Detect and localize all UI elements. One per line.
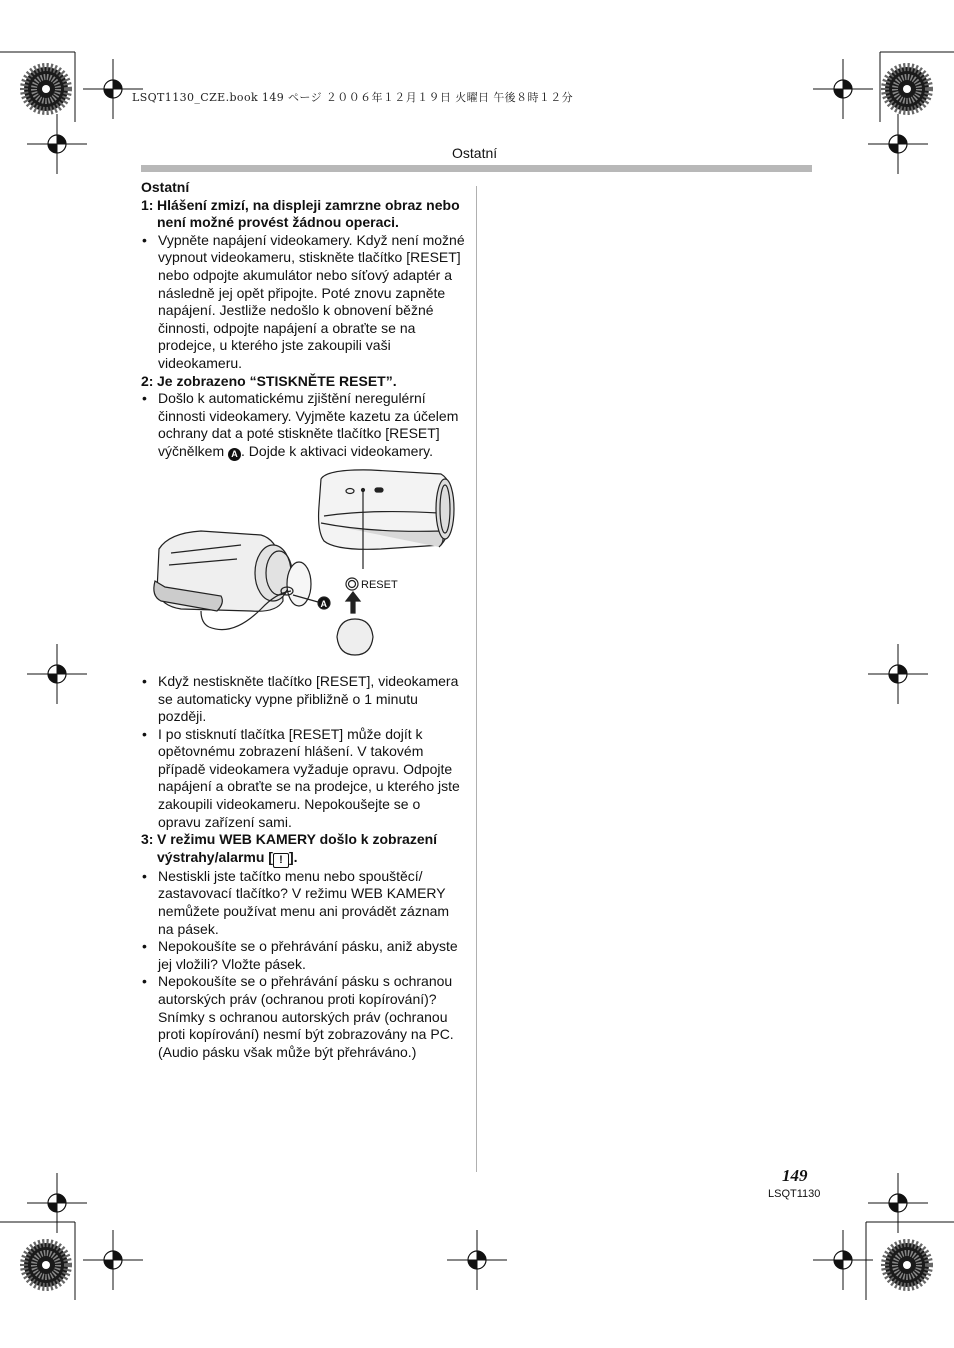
- section-title: Ostatní: [141, 179, 190, 195]
- item-3-number: 3:: [141, 831, 154, 848]
- marker-a-icon: A: [228, 448, 241, 461]
- bullet-icon: •: [142, 390, 147, 407]
- item-2-bullet-3: I po stisknutí tlačítka [RESET] může dojít k opětovnému zobrazení hlášení. V takovém případě videokamera vyžaduje opravu. Odpojte napájení a obraťte se na prodejce, u kterého jste zakoupili videokameru. Nepokoušejte se o opravu zařízení sami.: [158, 725, 460, 830]
- item-3-title-text-b: ].: [288, 848, 298, 865]
- warning-icon: !: [273, 853, 289, 868]
- item-1-title: Hlášení zmizí, na displeji zamrzne obraz nebo není možné provést žádnou operaci.: [157, 196, 460, 231]
- header-title: Ostatní: [452, 145, 498, 161]
- item-3-bullet-2: Nepokoušíte se o přehrávání pásku, aniž abyste jej vložili? Vložte pásek.: [158, 938, 458, 972]
- registration-mark-icon: [447, 1230, 507, 1290]
- item-3-title-text-a: V režimu WEB KAMERY došlo k zobrazení výstrahy/alarmu [: [157, 831, 438, 865]
- registration-mark-icon: [813, 1230, 873, 1290]
- registration-mark-icon: [27, 114, 87, 174]
- file-info: LSQT1130_CZE.book 149 ページ ２００６年１２月１９日 火曜日 午後８時１２分: [132, 91, 574, 104]
- bullet-icon: •: [142, 973, 147, 990]
- registration-mark-icon: [868, 644, 928, 704]
- item-1-number: 1:: [141, 196, 154, 213]
- bullet-icon: •: [142, 725, 147, 742]
- color-wheel-icon: [885, 1243, 929, 1287]
- item-2-bullet-1-text-b: . Dojde k aktivaci videokamery.: [241, 442, 433, 459]
- model-code: LSQT1130: [768, 1188, 821, 1200]
- callout-a-label: A: [320, 598, 327, 609]
- reset-label: RESET: [361, 578, 398, 591]
- item-3-bullet-3: Nepokoušíte se o přehrávání pásku s ochranou autorských práv (ochranou proti kopírování)? Snímky s ochranou autorských práv (ochranou proti kopírování) nesmí být zobrazovány na PC. (Audio pásku však může být přehráváno.): [158, 973, 454, 1060]
- page-number: 149: [782, 1166, 808, 1185]
- bullet-icon: •: [142, 867, 147, 884]
- registration-mark-icon: [27, 644, 87, 704]
- bullet-icon: •: [142, 938, 147, 955]
- item-3-bullet-1: Nestiskli jste tačítko menu nebo spouštěcí/ zastavovací tlačítko? V režimu WEB KAMERY nemůžete používat menu ani provádět záznam na pásek.: [158, 867, 450, 937]
- color-wheel-icon: [885, 67, 929, 111]
- registration-mark-icon: [27, 1173, 87, 1233]
- color-wheel-icon: [24, 67, 68, 111]
- registration-mark-icon: [83, 59, 143, 119]
- item-2-title: Je zobrazeno “STISKNĚTE RESET”.: [157, 372, 397, 389]
- bullet-icon: •: [142, 672, 147, 689]
- registration-mark-icon: [813, 59, 873, 119]
- item-1-bullet-1: Vypněte napájení videokamery. Když není možné vypnout videokameru, stiskněte tlačítko [RESET] nebo odpojte akumulátor nebo síťový adaptér a následně jej opět připojte. Poté znovu zapněte napájení. Jestliže nedošlo k obnovení běžné činnosti, odpojte napájení a obraťte se na prodejce, u kterého jste zakoupili vaši videokameru.: [158, 231, 465, 371]
- item-2-number: 2:: [141, 372, 154, 389]
- registration-mark-icon: [83, 1230, 143, 1290]
- item-2-bullet-1-text-a: Došlo k automatickému zjištění neregulérní činnosti videokamery. Vyjměte kazetu za účelem ochrany dat a poté stiskněte tlačítko [RESET] výčnělkem: [158, 390, 459, 459]
- bullet-icon: •: [142, 231, 147, 248]
- registration-mark-icon: [868, 114, 928, 174]
- registration-mark-icon: [868, 1173, 928, 1233]
- item-2-bullet-2: Když nestiskněte tlačítko [RESET], videokamera se automaticky vypne přibližně o 1 minutu později.: [158, 672, 459, 725]
- color-wheel-icon: [24, 1243, 68, 1287]
